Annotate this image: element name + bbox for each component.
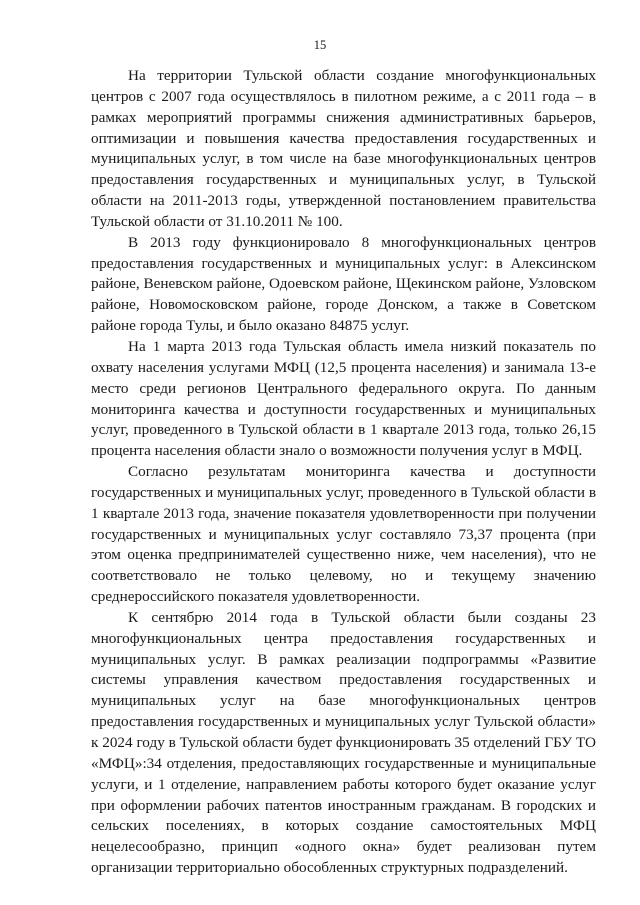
paragraph-mfc-history: На территории Тульской области создание многофункциональных центров с 2007 года осуществлялось в пилотном режиме, а с 2011 года – в рамках мероприятий программы снижения административных барьеров, оптимизации и повышения качества предоставления государственных и муниципальных услуг, в том числе на базе многофункциональных центров предоставления государственных и муниципальных услуг, в Тульской области на 2011-2013 годы, утвержденной постановлением правительства Тульской области от 31.10.2011 № 100.	[91, 67, 596, 230]
paragraph-2013-centers: В 2013 году функционировало 8 многофункциональных центров предоставления государственных и муниципальных услуг: в Алексинском районе, Веневском районе, Одоевском районе, Щекинском районе, Узловском районе, Новомосковском районе, городе Донском, а также в Советском районе города Тулы, и было оказано 84875 услуг.	[91, 233, 596, 335]
page-number: 15	[313, 38, 327, 52]
paragraph-2014-development: К сентябрю 2014 года в Тульской области были созданы 23 многофункциональных центра предоставления государственных и муниципальных услуг. В рамках реализации подпрограммы «Развитие системы управления качеством предоставления государственных и муниципальных услуг на базе многофункциональных центров предоставления государственных и муниципальных услуг Тульской области» к 2024 году в Тульской области будет функционировать 35 отделений ГБУ ТО «МФЦ»:34 отделения, предоставляющих государственные и муниципальные услуги, и 1 отделение, направлением работы которого будет оказание услуг при оформлении рабочих патентов иностранным гражданам. В городских и сельских поселениях, в которых создание самостоятельных МФЦ нецелесообразно, принцип «одного окна» будет реализован путем организации территориально обособленных структурных подразделений.	[91, 608, 596, 877]
body-text	[91, 66, 596, 879]
paragraph-satisfaction-monitoring: Согласно результатам мониторинга качества и доступности государственных и муниципальных услуг, проведенного в Тульской области в 1 квартале 2013 года, значение показателя удовлетворенности при получении государственных и муниципальных услуг составляло 73,37 процента (при этом оценка предпринимателей существенно ниже, чем населения), что не соответствовало не только целевому, но и текущему значению среднероссийского показателя удовлетворенности.	[91, 463, 596, 606]
paragraph-coverage-indicator: На 1 марта 2013 года Тульская область имела низкий показатель по охвату населения услугами МФЦ (12,5 процента населения) и занимала 13-е место среди регионов Центрального федерального округа. По данным мониторинга качества и доступности государственных и муниципальных услуг, проведенного в Тульской области в 1 квартале 2013 года, только 26,15 процента населения области знало о возможности получения услуг в МФЦ.	[91, 337, 596, 460]
